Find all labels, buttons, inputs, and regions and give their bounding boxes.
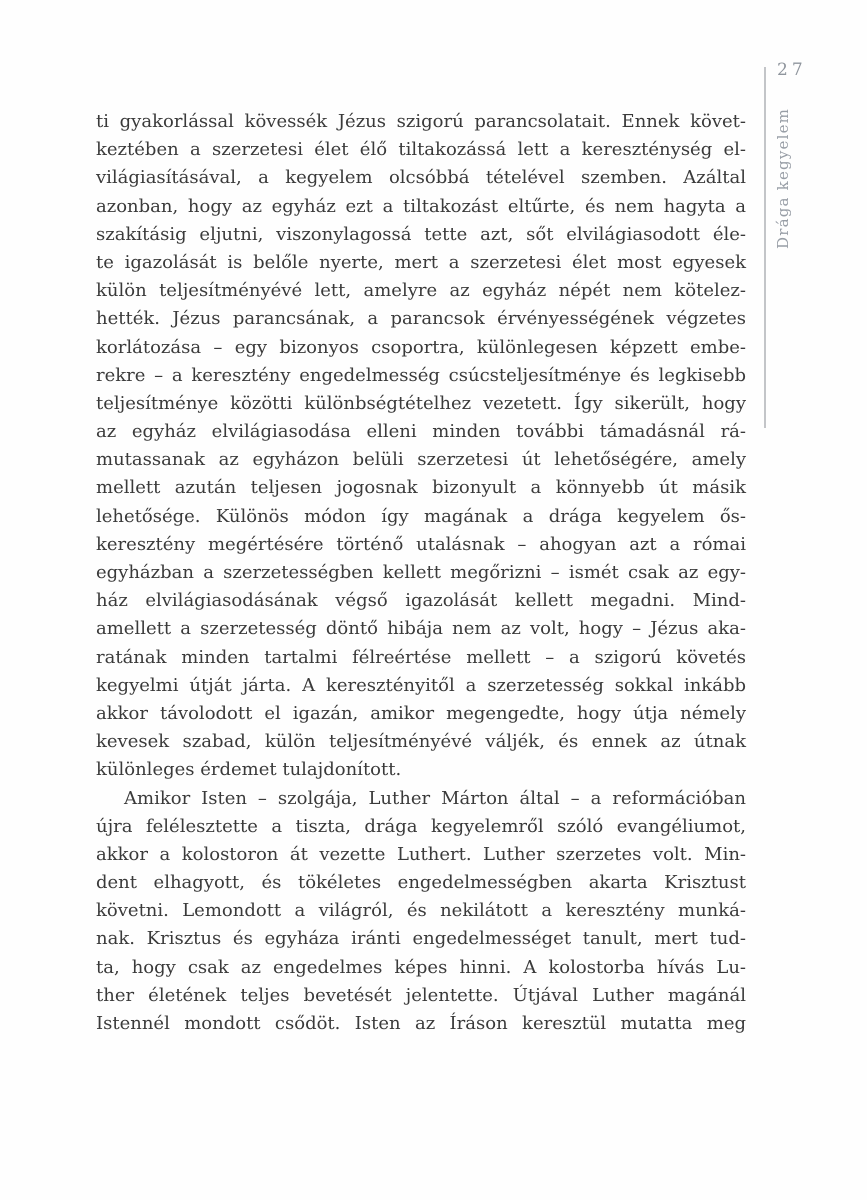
text-line: ház elvilágiasodásának végső igazolását kellett megadni. Mind- xyxy=(96,590,746,612)
text-line: világiasításával, a kegyelem olcsóbbá tételével szemben. Azáltal xyxy=(96,167,746,189)
text-line: az egyház elvilágiasodása elleni minden további támadásnál rá- xyxy=(96,421,746,443)
text-line: akkor távolodott el igazán, amikor megengedte, hogy útja némely xyxy=(96,702,746,724)
text-line: egyházban a szerzetességben kellett megőrizni – ismét csak az egy- xyxy=(96,562,746,583)
text-line: akkor a kolostoron át vezette Luthert. Luther szerzetes volt. Min- xyxy=(96,843,746,865)
text-line: amellett a szerzetesség döntő hibája nem az volt, hogy – Jézus aka- xyxy=(96,618,746,640)
text-line: keztében a szerzetesi élet élő tiltakozássá lett a kereszténység el- xyxy=(96,139,746,161)
text-line: újra felélesztette a tiszta, drága kegyelemről szóló evangéliumot, xyxy=(96,815,746,837)
body-text xyxy=(96,108,746,1038)
text-line: ther életének teljes bevetését jelentette. Útjával Luther magánál xyxy=(96,984,746,1006)
text-line: dent elhagyott, és tökéletes engedelmességben akarta Krisztust xyxy=(96,872,746,894)
text-line: korlátozása – egy bizonyos csoportra, különlegesen képzett embe- xyxy=(96,336,746,358)
text-line: ti gyakorlással kövessék Jézus szigorú parancsolatait. Ennek követ- xyxy=(96,111,746,132)
margin-rule xyxy=(764,67,766,428)
text-line: Amikor Isten – szolgája, Luther Márton által – a reformációban xyxy=(124,787,746,809)
text-line: követni. Lemondott a világról, és nekilátott a keresztény munká- xyxy=(96,900,746,922)
text-line: mellett azután teljesen jogosnak bizonyult a könnyebb út másik xyxy=(96,477,746,499)
text-line: ta, hogy csak az engedelmes képes hinni. A kolostorba hívás Lu- xyxy=(96,956,746,978)
text-line: különleges érdemet tulajdonított. xyxy=(96,759,402,781)
text-line: lehetősége. Különös módon így magának a drága kegyelem ős- xyxy=(96,505,746,527)
text-line: rekre – a keresztény engedelmesség csúcsteljesítménye és legkisebb xyxy=(96,364,746,386)
text-line: szakításig eljutni, viszonylagossá tette azt, sőt elvilágiasodott éle- xyxy=(96,223,746,245)
text-line: azonban, hogy az egyház ezt a tiltakozást eltűrte, és nem hagyta a xyxy=(96,195,746,217)
text-line: ratának minden tartalmi félreértése mellett – a szigorú követés xyxy=(96,646,746,668)
text-line: hették. Jézus parancsának, a parancsok érvényességének végzetes xyxy=(96,308,746,330)
text-line: kevesek szabad, külön teljesítményévé váljék, és ennek az útnak xyxy=(96,731,746,753)
text-line: mutassanak az egyházon belüli szerzetesi út lehetőségére, amely xyxy=(96,449,746,471)
text-line: te igazolását is belőle nyerte, mert a szerzetesi élet most egyesek xyxy=(96,251,746,273)
text-line: külön teljesítményévé lett, amelyre az egyház népét nem kötelez- xyxy=(96,280,746,302)
text-line: keresztény megértésére történő utalásnak – ahogyan azt a római xyxy=(96,533,746,555)
text-line: kegyelmi útját járta. A keresztényitől a szerzetesség sokkal inkább xyxy=(96,674,746,696)
text-line: Istennél mondott csődöt. Isten az Íráson keresztül mutatta meg xyxy=(96,1013,746,1034)
text-line: nak. Krisztus és egyháza iránti engedelmességet tanult, mert tud- xyxy=(96,928,746,950)
page-number: 27 xyxy=(777,60,807,80)
margin-label: Drága kegyelem xyxy=(774,107,792,249)
text-line: teljesítménye közötti különbségtételhez vezetett. Így sikerült, hogy xyxy=(96,392,746,414)
